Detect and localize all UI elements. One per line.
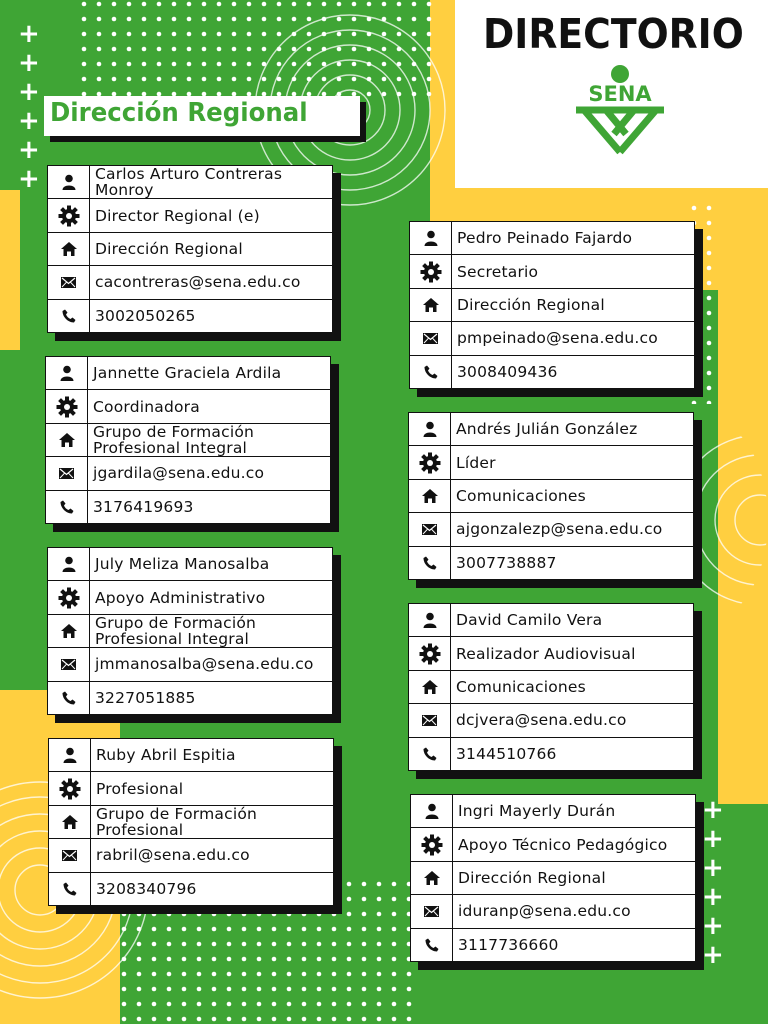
contact-phone-row <box>48 682 332 714</box>
contact-role: Apoyo Administrativo <box>95 588 266 607</box>
phone-icon <box>425 938 439 952</box>
mail-icon <box>422 715 437 726</box>
contact-area-row <box>409 480 693 513</box>
user-icon <box>62 747 78 763</box>
contact-email[interactable]: rabril@sena.edu.co <box>96 846 250 865</box>
contact-role: Director Regional (e) <box>95 206 260 225</box>
user-icon <box>423 230 439 246</box>
contact-email-row <box>409 513 693 546</box>
contact-area-row <box>49 806 333 839</box>
contact-role-row <box>410 255 694 288</box>
gear-icon <box>419 452 441 474</box>
contact-name-row <box>49 739 333 772</box>
user-icon <box>61 174 77 190</box>
gear-icon <box>421 834 443 856</box>
gear-icon <box>58 587 80 609</box>
user-icon <box>422 612 438 628</box>
phone-icon <box>60 500 74 514</box>
contact-name-row <box>409 604 693 637</box>
contact-name-row <box>410 222 694 255</box>
contact-name: Pedro Peinado Fajardo <box>457 229 633 248</box>
mail-icon <box>61 277 76 288</box>
contact-name: David Camilo Vera <box>456 611 603 630</box>
contact-card-4 <box>48 738 334 906</box>
contact-name-row <box>46 357 330 390</box>
contact-phone[interactable]: 3208340796 <box>96 879 197 898</box>
contact-phone[interactable]: 3227051885 <box>95 688 196 707</box>
home-icon <box>422 680 438 694</box>
contact-phone-row <box>48 300 332 332</box>
contact-role: Apoyo Técnico Pedagógico <box>458 835 668 854</box>
contact-name: Ingri Mayerly Durán <box>458 802 616 821</box>
contact-card-8 <box>410 794 696 962</box>
contact-name-row <box>409 413 693 446</box>
phone-icon <box>423 556 437 570</box>
contact-phone-row <box>409 738 693 770</box>
contact-area-row <box>409 671 693 704</box>
contact-phone[interactable]: 3117736660 <box>458 935 559 954</box>
contact-role: Secretario <box>457 262 539 281</box>
home-icon <box>422 489 438 503</box>
contact-role-row <box>411 828 695 861</box>
contact-phone[interactable]: 3007738887 <box>456 553 557 572</box>
contact-name: Carlos Arturo Contreras Monroy <box>95 165 283 200</box>
contact-card-5 <box>409 221 695 389</box>
contact-area: Comunicaciones <box>456 678 586 697</box>
contact-name: Jannette Graciela Ardila <box>93 364 282 383</box>
contact-area: Grupo de Formación Profesional Integral <box>93 423 255 458</box>
contact-email-row <box>410 322 694 355</box>
user-icon <box>424 803 440 819</box>
logo-text: SENA <box>588 82 652 106</box>
contact-role-row <box>409 446 693 479</box>
contact-name-row <box>48 166 332 199</box>
contact-area-row <box>48 233 332 266</box>
contact-phone-row <box>46 491 330 523</box>
contact-area: Dirección Regional <box>457 296 605 315</box>
contact-area: Grupo de Formación Profesional Integral <box>95 614 257 649</box>
home-icon <box>61 242 77 256</box>
gear-icon <box>59 778 81 800</box>
phone-icon <box>62 309 76 323</box>
mail-icon <box>423 333 438 344</box>
sena-logo <box>570 64 670 156</box>
home-icon <box>61 624 77 638</box>
contact-email[interactable]: jmmanosalba@sena.edu.co <box>95 655 314 674</box>
contact-email[interactable]: cacontreras@sena.edu.co <box>95 273 301 292</box>
gear-icon <box>56 396 78 418</box>
phone-icon <box>63 882 77 896</box>
mail-icon <box>422 524 437 535</box>
user-icon <box>59 365 75 381</box>
mail-icon <box>59 468 74 479</box>
contact-card-7 <box>408 603 694 771</box>
phone-icon <box>424 365 438 379</box>
contact-phone-row <box>49 873 333 905</box>
contact-role: Profesional <box>96 779 184 798</box>
contact-email-row <box>409 704 693 737</box>
contact-area: Grupo de Formación Profesional <box>96 805 258 840</box>
contact-email-row <box>46 457 330 490</box>
home-icon <box>423 298 439 312</box>
contact-email[interactable]: iduranp@sena.edu.co <box>458 902 631 921</box>
contact-phone[interactable]: 3144510766 <box>456 744 557 763</box>
user-icon <box>61 556 77 572</box>
contact-email-row <box>48 266 332 299</box>
contact-name-row <box>48 548 332 581</box>
contact-phone[interactable]: 3176419693 <box>93 497 194 516</box>
contact-role: Coordinadora <box>93 397 200 416</box>
mail-icon <box>62 850 77 861</box>
contact-card-6 <box>408 412 694 580</box>
contact-phone[interactable]: 3008409436 <box>457 362 558 381</box>
contact-card-3 <box>47 547 333 715</box>
contact-role: Líder <box>456 453 496 472</box>
contact-role-row <box>409 637 693 670</box>
contact-area: Dirección Regional <box>95 240 243 259</box>
contact-email[interactable]: dcjvera@sena.edu.co <box>456 711 627 730</box>
home-icon <box>424 871 440 885</box>
contact-role: Realizador Audiovisual <box>456 644 636 663</box>
contact-area: Comunicaciones <box>456 487 586 506</box>
plus-column-right: + + + + + + <box>702 795 724 970</box>
contact-email[interactable]: pmpeinado@sena.edu.co <box>457 329 658 348</box>
home-icon <box>59 433 75 447</box>
home-icon <box>62 815 78 829</box>
contact-name: July Meliza Manosalba <box>95 555 270 574</box>
contact-area-row <box>48 615 332 648</box>
section-label: Dirección Regional <box>50 98 308 128</box>
contact-email-row <box>48 648 332 681</box>
contact-role-row <box>48 581 332 614</box>
contact-role-row <box>46 390 330 423</box>
contact-email[interactable]: jgardila@sena.edu.co <box>93 464 265 483</box>
gear-icon <box>419 643 441 665</box>
contact-area-row <box>410 289 694 322</box>
mail-icon <box>424 906 439 917</box>
contact-email-row <box>411 895 695 928</box>
contact-area-row <box>411 862 695 895</box>
contact-area: Dirección Regional <box>458 869 606 888</box>
contact-email-row <box>49 839 333 872</box>
contact-email[interactable]: ajgonzalezp@sena.edu.co <box>456 520 663 539</box>
contact-phone-row <box>409 547 693 579</box>
contact-phone-row <box>411 929 695 961</box>
contact-name: Ruby Abril Espitia <box>96 746 236 765</box>
dot-pattern-bottom-left <box>120 910 300 1024</box>
user-icon <box>422 421 438 437</box>
contact-card-1 <box>47 165 333 333</box>
contact-phone-row <box>410 356 694 388</box>
gear-icon <box>420 261 442 283</box>
phone-icon <box>423 747 437 761</box>
plus-column-left: + + + + + + <box>18 19 40 194</box>
contact-card-2 <box>45 356 331 524</box>
contact-name: Andrés Julián González <box>456 420 638 439</box>
contact-name-row <box>411 795 695 828</box>
gear-icon <box>58 205 80 227</box>
contact-area-row <box>46 424 330 457</box>
contact-role-row <box>48 199 332 232</box>
bg-yellow-left <box>0 190 20 350</box>
mail-icon <box>61 659 76 670</box>
contact-role-row <box>49 772 333 805</box>
phone-icon <box>62 691 76 705</box>
page-title: DIRECTORIO <box>483 10 744 58</box>
contact-phone[interactable]: 3002050265 <box>95 306 196 325</box>
